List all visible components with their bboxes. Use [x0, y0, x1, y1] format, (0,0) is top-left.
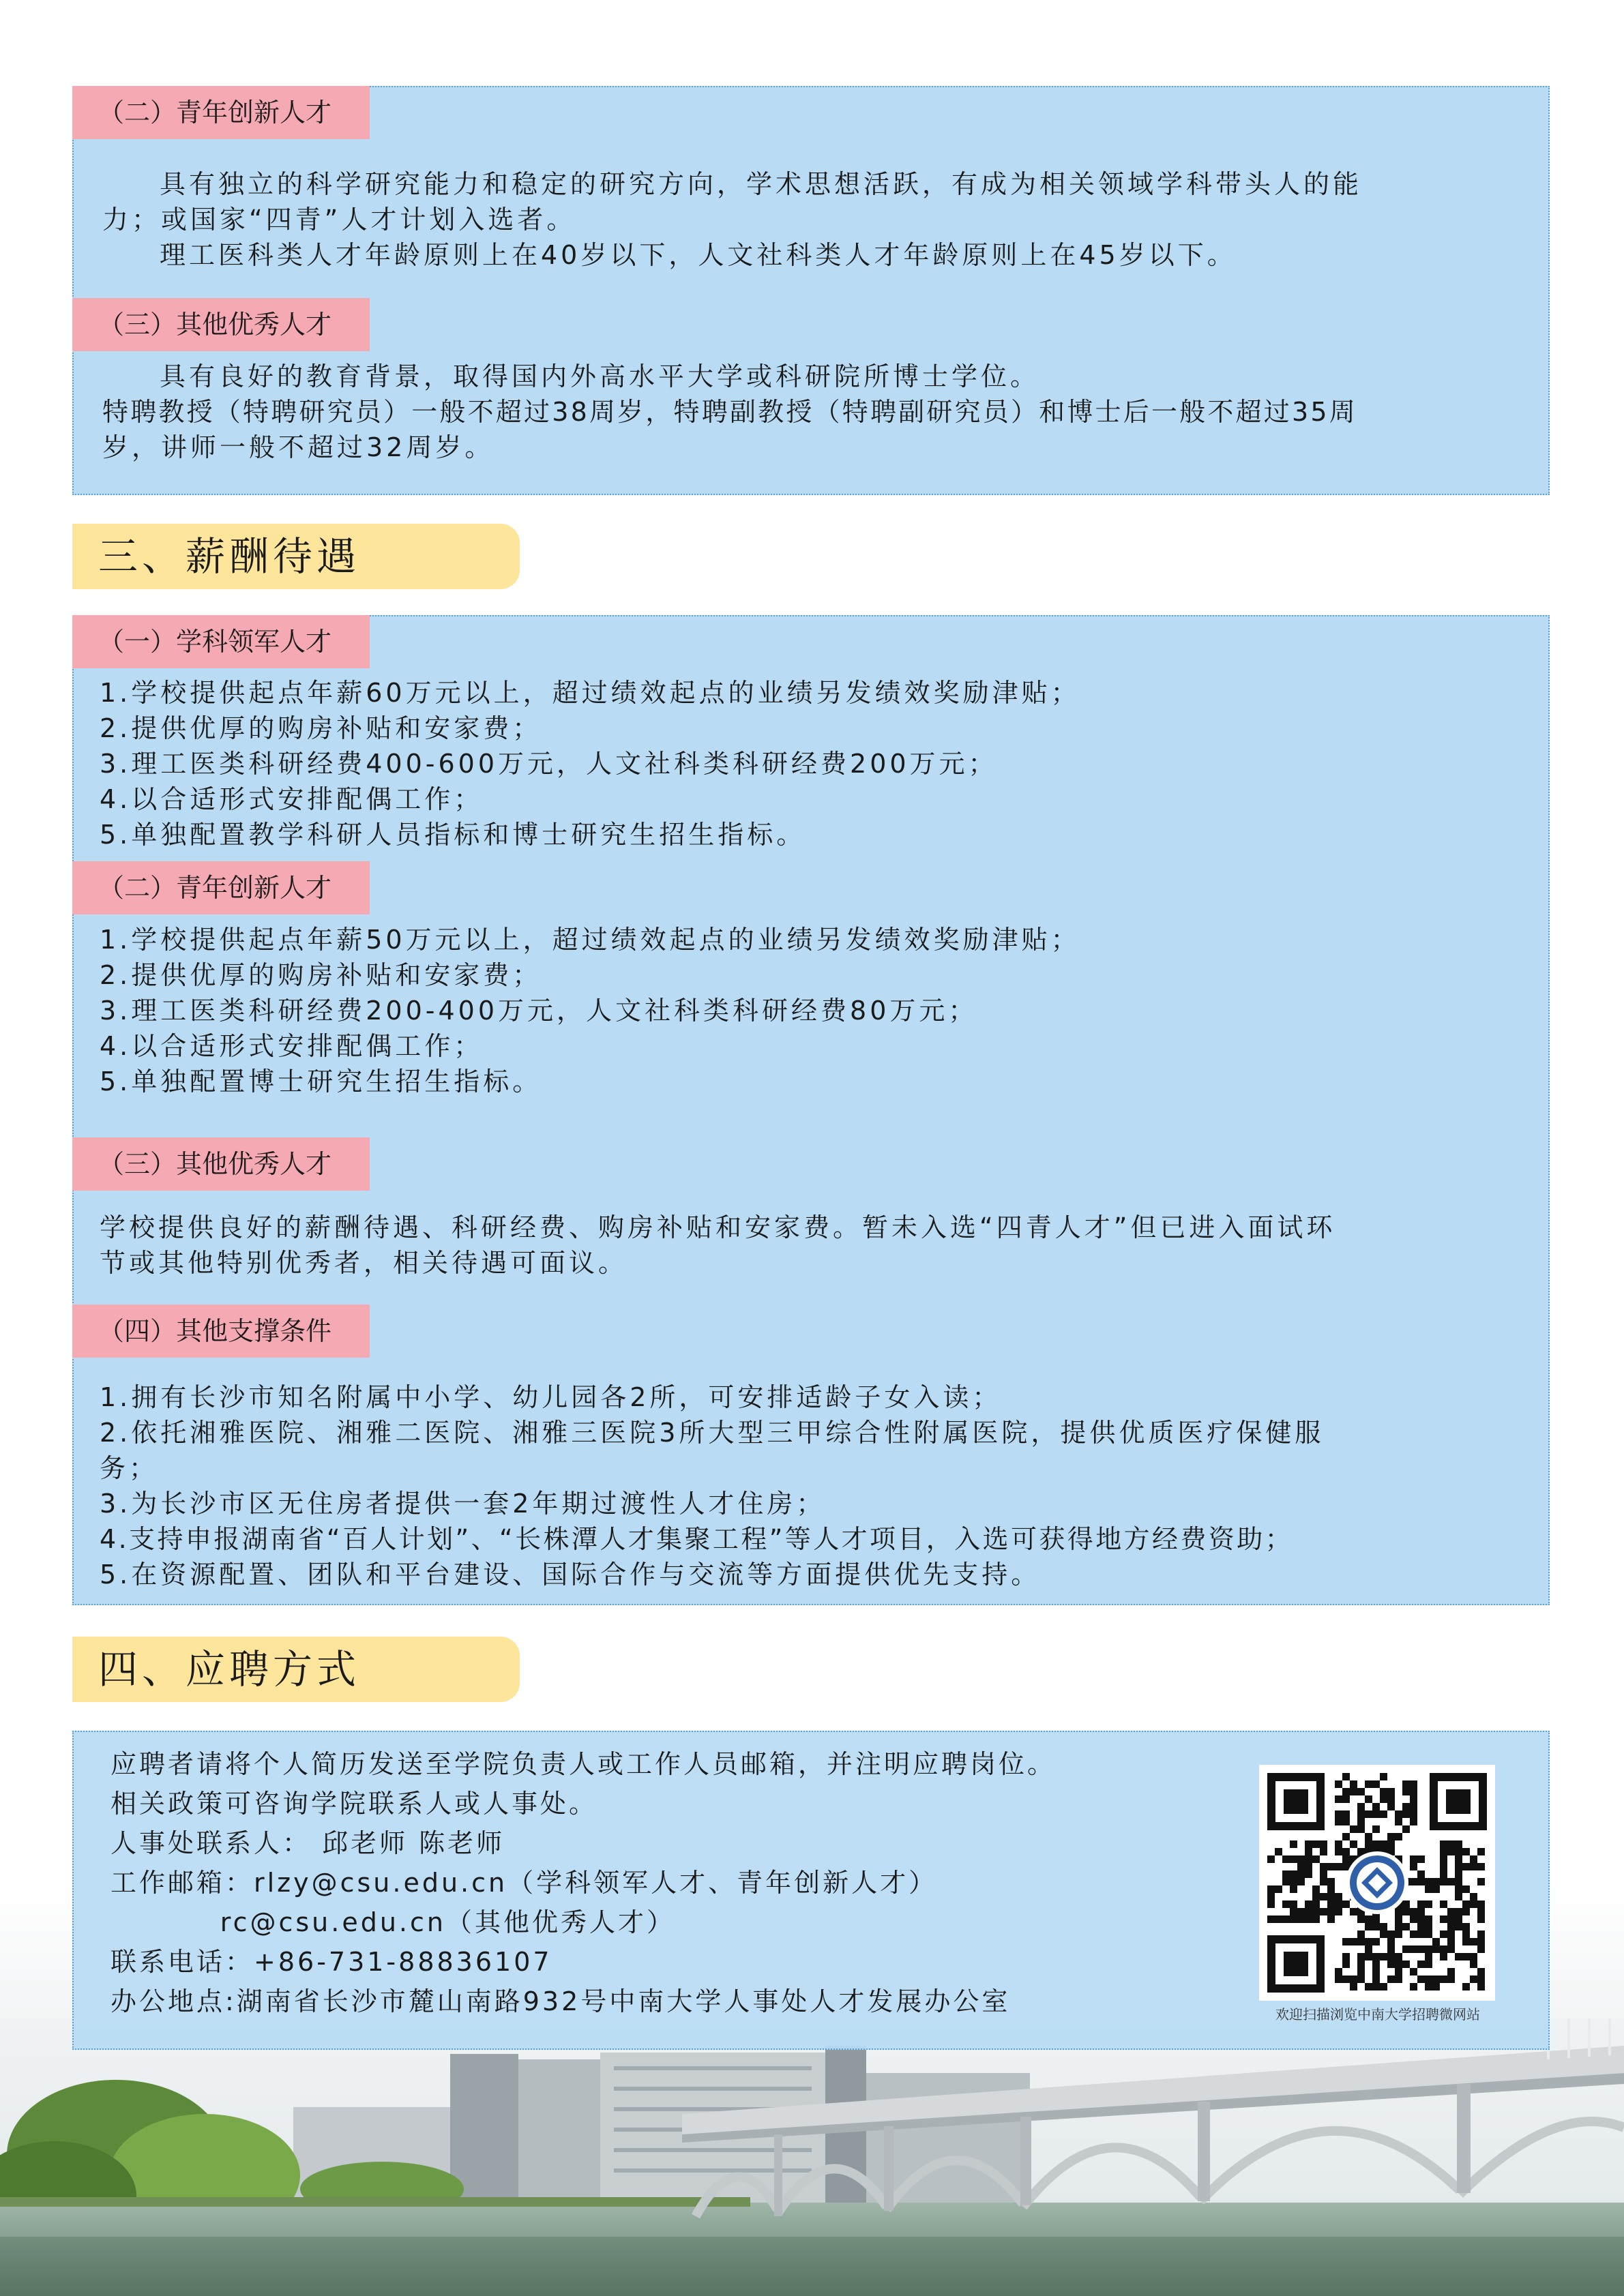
tag-leading-talent: （一）学科领军人才: [72, 615, 370, 668]
apply-line-2: 相关政策可咨询学院联系人或人事处。: [110, 1789, 598, 1819]
heading-salary: 三、薪酬待遇: [72, 524, 520, 589]
apply-address: 办公地点:湖南省长沙市麓山南路932号中南大学人事处人才发展办公室: [110, 1986, 1011, 2016]
young-item-5: 5.单独配置博士研究生招生指标。: [100, 1067, 542, 1097]
heading-apply: 四、应聘方式: [72, 1637, 520, 1702]
apply-phone: 联系电话：+86-731-88836107: [110, 1947, 552, 1977]
campus-scene-image: [0, 2018, 1624, 2296]
young-talent-text: [102, 166, 1362, 273]
qr-caption: 欢迎扫描浏览中南大学招聘微网站: [1275, 2006, 1480, 2023]
apply-email-2: rc@csu.edu.cn（其他优秀人才）: [110, 1907, 675, 1937]
other-talent-text: [102, 359, 1357, 465]
young-talent-line-1: 具有独立的科学研究能力和稳定的研究方向，学术思想活跃，有成为相关领域学科带头人的能: [160, 169, 1363, 199]
support-item-4: 4.支持申报湖南省“百人计划”、“长株潭人才集聚工程”等人才项目，入选可获得地方经费资助；: [100, 1524, 1294, 1554]
young-talent-line-2: 力；或国家“四青”人才计划入选者。: [102, 205, 576, 235]
support-item-2: 2.依托湘雅医院、湘雅二医院、湘雅三医院3所大型三甲综合性附属医院，提供优质医疗保健服: [100, 1418, 1325, 1448]
young-talent-line-3: 理工医科类人才年龄原则上在40岁以下，人文社科类人才年龄原则上在45岁以下。: [160, 240, 1237, 270]
qr-code-image: [1259, 1765, 1495, 2001]
other-talent-line-2: 特聘教授（特聘研究员）一般不超过38周岁，特聘副教授（特聘副研究员）和博士后一般不超过35周: [102, 397, 1357, 427]
tag-young-innovation: （二）青年创新人才: [72, 861, 370, 914]
tag-other-talent: （三）其他优秀人才: [72, 298, 370, 351]
leading-item-1: 1.学校提供起点年薪60万元以上，超过绩效起点的业绩另发绩效奖励津贴；: [100, 678, 1080, 708]
young-item-3: 3.理工医类科研经费200-400万元，人文社科类科研经费80万元；: [100, 996, 978, 1026]
other-talent-line-1: 具有良好的教育背景，取得国内外高水平大学或科研院所博士学位。: [160, 361, 1040, 391]
apply-line-1: 应聘者请将个人简历发送至学院负责人或工作人员邮箱，并注明应聘岗位。: [110, 1749, 1057, 1779]
support-list: [100, 1380, 1324, 1592]
support-item-1: 1.拥有长沙市知名附属中小学、幼儿园各2所，可安排适龄子女入读；: [100, 1382, 1002, 1412]
young-item-2: 2.提供优厚的购房补贴和安家费；: [100, 960, 542, 990]
leading-talent-list: [100, 675, 1080, 852]
young-innovation-list: [100, 922, 1080, 1099]
leading-item-3: 3.理工医类科研经费400-600万元，人文社科类科研经费200万元；: [100, 749, 998, 779]
leading-item-2: 2.提供优厚的购房补贴和安家费；: [100, 713, 542, 743]
support-item-2-cont: 务；: [100, 1453, 159, 1483]
support-item-3: 3.为长沙市区无住房者提供一套2年期过渡性人才住房；: [100, 1489, 826, 1519]
apply-line-3: 人事处联系人： 邱老师 陈老师: [110, 1828, 505, 1858]
apply-email-1: 工作邮箱：rlzy@csu.edu.cn（学科领军人才、青年创新人才）: [110, 1868, 938, 1898]
apply-text: [110, 1744, 1056, 2021]
tag-support: （四）其他支撑条件: [72, 1304, 370, 1358]
other-excellent-line-1: 学校提供良好的薪酬待遇、科研经费、购房补贴和安家费。暂未入选“四青人才”但已进入面试环: [100, 1212, 1336, 1242]
other-excellent-text: [100, 1210, 1335, 1281]
support-item-5: 5.在资源配置、团队和平台建设、国际合作与交流等方面提供优先支持。: [100, 1560, 1041, 1590]
other-talent-line-3: 岁，讲师一般不超过32周岁。: [102, 432, 494, 462]
leading-item-4: 4.以合适形式安排配偶工作；: [100, 784, 484, 814]
other-excellent-line-2: 节或其他特别优秀者，相关待遇可面议。: [100, 1248, 628, 1278]
tag-young-talent: （二）青年创新人才: [72, 86, 370, 139]
tag-other-excellent: （三）其他优秀人才: [72, 1137, 370, 1191]
young-item-4: 4.以合适形式安排配偶工作；: [100, 1031, 484, 1061]
young-item-1: 1.学校提供起点年薪50万元以上，超过绩效起点的业绩另发绩效奖励津贴；: [100, 925, 1080, 955]
leading-item-5: 5.单独配置教学科研人员指标和博士研究生招生指标。: [100, 820, 806, 850]
